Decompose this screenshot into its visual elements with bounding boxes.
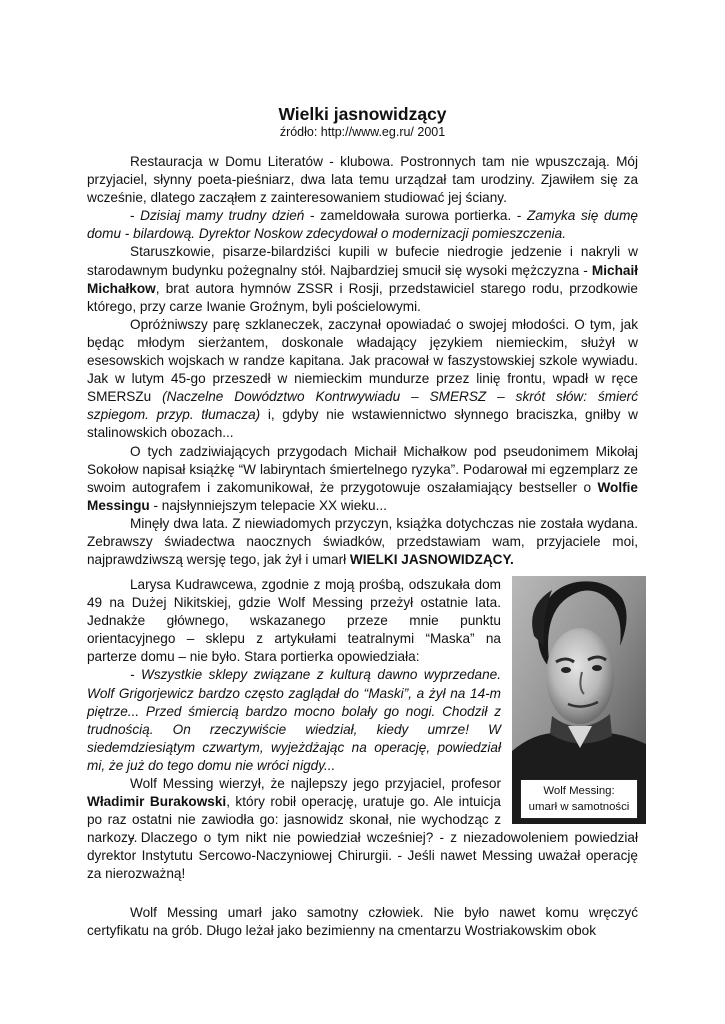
paragraph [87,576,501,666]
italic-quote: Dzisiaj mamy trudny dzień [140,208,305,224]
bold-name: Wolfie Messingu [87,479,638,513]
intro-section [87,153,638,569]
paragraph-text: Larysa Kudrawcewa, zgodnie z moją prośbą, odszukała dom 49 na Dużej Nikitskiej, gdzie Wolf Messing przeżył ostatnie lata. Jednakże głównego, wskazanego przeze mnie punktu orientacyjnego – sklepu z artykułami teatralnymi “Maska” na parterze domu – nie było. Stara portierka opowiedziała: [87,577,501,665]
paragraph-text: , który robił operację, uratuje go. Ale intuicja po raz ostatni nie zawiodła go: jasnowidz skonał, nie wychodząc z narkozy. [87,794,501,846]
paragraph [87,515,638,569]
article-source: źródło: http://www.eg.ru/ 2001 [279,125,446,139]
paragraph [87,904,638,940]
bold-name: Władimir Burakowski [87,794,227,810]
director-quote-section [87,829,638,883]
closing-section [87,904,638,940]
paragraph [87,153,638,207]
paragraph [87,666,501,775]
bold-name: Michaił Michałkow [87,262,638,296]
paragraph [87,829,638,883]
photo-caption [520,779,638,819]
paragraph [87,207,638,243]
paragraph-text: O tych zadziwiających przygodach Michaił Michałkow pod pseudonimem Mikołaj Sokołow napisał książkę “W labiryntach śmiertelnego ryzyka”. Podarował mi egzemplarz ze swoim autografem i zakomunikował, że przygotowuje oszałamiający bestseller o [87,443,638,495]
italic-quote: Zamyka się dumę domu - bilardową. Dyrektor Noskow zdecydował o modernizacji pomieszczenia. [87,208,638,242]
italic-quote: - Wszystkie sklepy związane z kulturą dawno wyprzedane. Wolf Grigorjewicz bardzo często zaglądał do “Maski”, a żył na 14-m piętrze... Przed śmiercią bardzo mocno bolały go nogi. Chodził z trudnością. On rzeczywiście wiedział, kiedy umrze! W siedemdziesiątym czwartym, wyjeżdżając na operację, powiedział mi, że już do tego domu nie wróci nigdy... [87,667,501,773]
paragraph-text: Wolf Messing wierzył, że najlepszy jego przyjaciel, profesor [130,776,501,792]
paragraph [87,243,638,315]
paragraph-text: - [130,208,141,224]
paragraph-text: Staruszkowie, pisarze-bilardziści kupili w bufecie niedrogie jedzenie i nakryli w starodawnym budynku pożegnalny stół. Najbardziej smucił się wysoki mężczyzna - [87,244,638,278]
paragraph-text: , brat autora hymnów ZSSR i Rosji, przedstawiciel starego rodu, przodkowie którego, przy carze Iwanie Groźnym, byli pościelowymi. [87,280,638,314]
paragraph [87,316,638,443]
paragraph-text: - zameldowała surowa portierka. - [304,208,528,224]
portrait-figure [512,576,646,824]
paragraph [87,443,638,515]
caption-line: umarł w samotności [528,801,630,813]
paragraph-text: Opróżniwszy parę szklaneczek, zaczynał opowiadać o swojej młodości. O tym, jak będąc młodym sierżantem, doskonale władający językiem niemieckim, służył w esesowskich wojskach w randze kapitana. Jak pracował w faszystowskiej szkole wywiadu. Jak w lutym 45-go przeszedł w niemieckim mundurze przez linię frontu, wpadł w ręce SMERSZu [87,316,638,405]
caption-line: Wolf Messing: [543,785,615,797]
paragraph-text: i, gdyby nie wstawiennictwo słynnego braciszka, gniłby w stalinowskich obozach... [87,407,638,441]
paragraph-text: Wolf Messing umarł jako samotny człowiek. Nie było nawet komu wręczyć certyfikatu na grób. Długo leżał jako bezimienny na cmentarzu Wostriakowskim obok [87,905,638,939]
bold-heading-text: WIELKI JASNOWIDZĄCY. [349,552,514,568]
italic-note: (Naczelne Dowództwo Kontrwywiadu – SMERSZ – skrót słów: śmierć szpiegom. przyp. tłumacza) [87,389,638,423]
paragraph-text: Restauracja w Domu Literatów - klubowa. Postronnych tam nie wpuszczają. Mój przyjaciel, słynny poeta-pieśniarz, dwa lata temu urządzał tam urodziny. Zjawiłem się za wcześnie, dlatego zacząłem z zainteresowaniem studiować jej ściany. [87,154,638,206]
paragraph-text: - najsłynniejszym telepacie XX wieku... [149,497,387,513]
paragraph-text: Minęły dwa lata. Z niewiadomych przyczyn, książka dotychczas nie została wydana. Zebrawszy świadectwa naocznych świadków, przedstawiam wam, przyjaciele moi, najprawdziwszą wersję tego, jak żył i umarł [87,515,638,568]
article-title: Wielki jasnowidzący [278,104,447,124]
messing-section [87,576,501,847]
paragraph-text: - Dlaczego o tym nikt nie powiedział wcześniej? - z niezadowoleniem powiedział dyrektor Instytutu Sercowo-Naczyniowej Chirurgii. - Jeśli nawet Messing uważał operację za nierozważną! [87,830,638,882]
